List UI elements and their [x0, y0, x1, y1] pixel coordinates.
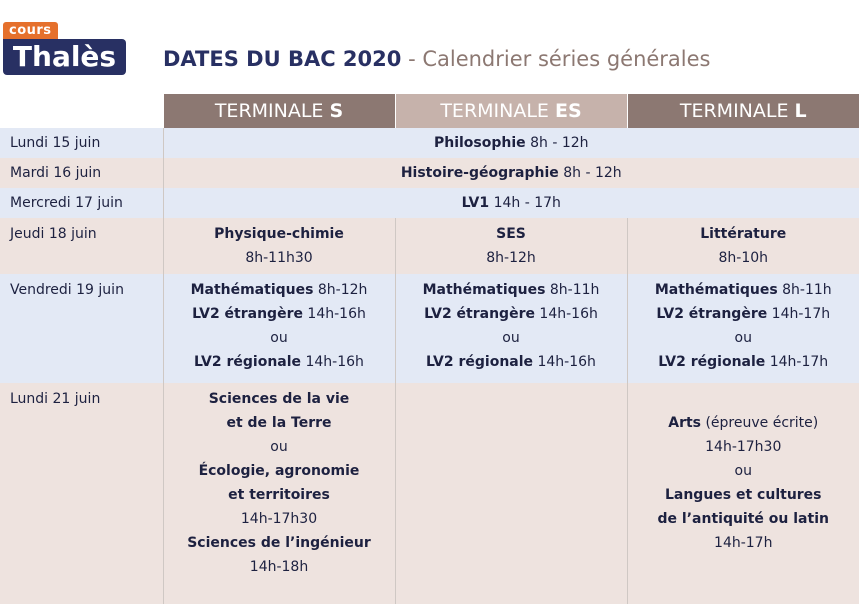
exam-line — [164, 278, 395, 302]
bac-calendar-table — [0, 94, 859, 604]
exam-time: 14h-17h — [767, 306, 831, 322]
exam-subject: Littérature — [700, 226, 787, 242]
exam-cell — [163, 128, 859, 158]
header-terminale-es — [395, 94, 627, 128]
or-separator: ou — [270, 330, 288, 346]
header-series: L — [794, 100, 807, 122]
day-label: Mardi 16 juin — [0, 158, 163, 188]
exam-subject: Sciences de l’ingénieur — [187, 535, 371, 551]
exam-subject: LV2 régionale — [426, 354, 534, 370]
page-title — [163, 44, 711, 74]
row-mardi-16 — [0, 158, 859, 188]
page-title-separator: - — [401, 47, 423, 71]
exam-subject: LV2 étrangère — [424, 306, 535, 322]
exam-subject: LV2 étrangère — [192, 306, 303, 322]
row-jeudi-18 — [0, 218, 859, 274]
header-prefix: TERMINALE — [679, 100, 795, 122]
exam-subject: LV2 régionale — [194, 354, 302, 370]
exam-line — [396, 350, 627, 374]
exam-subject: Mathématiques — [190, 282, 314, 298]
logo-cours-label: cours — [3, 22, 58, 40]
exam-line — [396, 278, 627, 302]
exam-cell-l — [627, 218, 859, 274]
header-terminale-l — [627, 94, 859, 128]
exam-line — [628, 302, 860, 326]
exam-subject: LV2 étrangère — [656, 306, 768, 322]
exam-subject: et de la Terre — [226, 415, 332, 431]
exam-time: 14h-16h — [534, 306, 598, 322]
exam-subject: Sciences de la vie — [208, 391, 350, 407]
exam-line — [628, 278, 860, 302]
exam-subject: Mathématiques — [654, 282, 778, 298]
exam-line — [628, 411, 860, 435]
exam-time: 14h-16h — [533, 354, 596, 370]
exam-time: 8h-12h — [313, 282, 368, 298]
exam-subject: Physique-chimie — [214, 226, 344, 242]
exam-time: 14h-17h — [765, 354, 829, 370]
exam-cell — [163, 158, 859, 188]
day-label: Lundi 15 juin — [0, 128, 163, 158]
header-series: ES — [554, 100, 582, 122]
row-mercredi-17 — [0, 188, 859, 218]
exam-time: 14h-16h — [301, 354, 364, 370]
exam-subject: Langues et cultures — [664, 487, 822, 503]
exam-time: 14h-18h — [249, 559, 309, 575]
exam-cell-s — [163, 274, 395, 383]
exam-line — [164, 350, 395, 374]
exam-cell-es-empty — [395, 383, 627, 604]
exam-time: 8h - 12h — [525, 135, 589, 151]
exam-line — [628, 350, 860, 374]
exam-subject: et territoires — [228, 487, 330, 503]
exam-time: 8h-11h — [777, 282, 832, 298]
cours-thales-logo — [3, 22, 128, 76]
or-separator: ou — [502, 330, 520, 346]
exam-cell — [163, 188, 859, 218]
row-lundi-15 — [0, 128, 859, 158]
exam-cell-s — [163, 383, 395, 604]
exam-time: 8h-10h — [718, 250, 769, 266]
exam-cell-es — [395, 274, 627, 383]
page-title-sub: Calendrier séries générales — [422, 47, 711, 71]
exam-subject: Philosophie — [433, 135, 526, 151]
or-separator: ou — [734, 330, 752, 346]
exam-subject: Histoire-géographie — [400, 165, 559, 181]
page-title-main: DATES DU BAC 2020 — [163, 47, 402, 71]
exam-cell-l — [627, 274, 859, 383]
header-row — [0, 94, 859, 128]
exam-subject: SES — [496, 226, 526, 242]
exam-line — [164, 302, 395, 326]
exam-time: 8h-11h30 — [245, 250, 313, 266]
exam-time: 14h - 17h — [489, 195, 561, 211]
exam-time: 14h-17h — [714, 535, 773, 551]
or-separator: ou — [734, 463, 752, 479]
exam-time: 14h-16h — [302, 306, 366, 322]
exam-cell-s — [163, 218, 395, 274]
header-prefix: TERMINALE — [440, 100, 555, 122]
exam-subject: Mathématiques — [422, 282, 546, 298]
exam-time: 14h-17h30 — [240, 511, 318, 527]
row-lundi-21 — [0, 383, 859, 604]
header-prefix: TERMINALE — [214, 100, 330, 122]
day-label: Mercredi 17 juin — [0, 188, 163, 218]
exam-time: 8h-11h — [545, 282, 600, 298]
day-label: Jeudi 18 juin — [0, 218, 163, 274]
exam-subject: Écologie, agronomie — [198, 463, 360, 479]
exam-subject: LV1 — [461, 195, 490, 211]
exam-subject: de l’antiquité ou latin — [657, 511, 829, 527]
header-terminale-s — [163, 94, 395, 128]
day-label: Vendredi 19 juin — [0, 274, 163, 383]
or-separator: ou — [270, 439, 288, 455]
header-empty-cell — [0, 94, 163, 128]
exam-note: (épreuve écrite) — [701, 415, 819, 431]
day-label: Lundi 21 juin — [0, 383, 163, 604]
exam-cell-es — [395, 218, 627, 274]
exam-time: 14h-17h30 — [705, 439, 782, 455]
exam-line — [396, 302, 627, 326]
exam-subject: Arts — [668, 415, 702, 431]
exam-time: 8h - 12h — [558, 165, 622, 181]
row-vendredi-19 — [0, 274, 859, 383]
exam-cell-l — [627, 383, 859, 604]
exam-subject: LV2 régionale — [658, 354, 766, 370]
exam-time: 8h-12h — [486, 250, 536, 266]
header-series: S — [329, 100, 344, 122]
logo-thales-label: Thalès — [3, 39, 126, 75]
